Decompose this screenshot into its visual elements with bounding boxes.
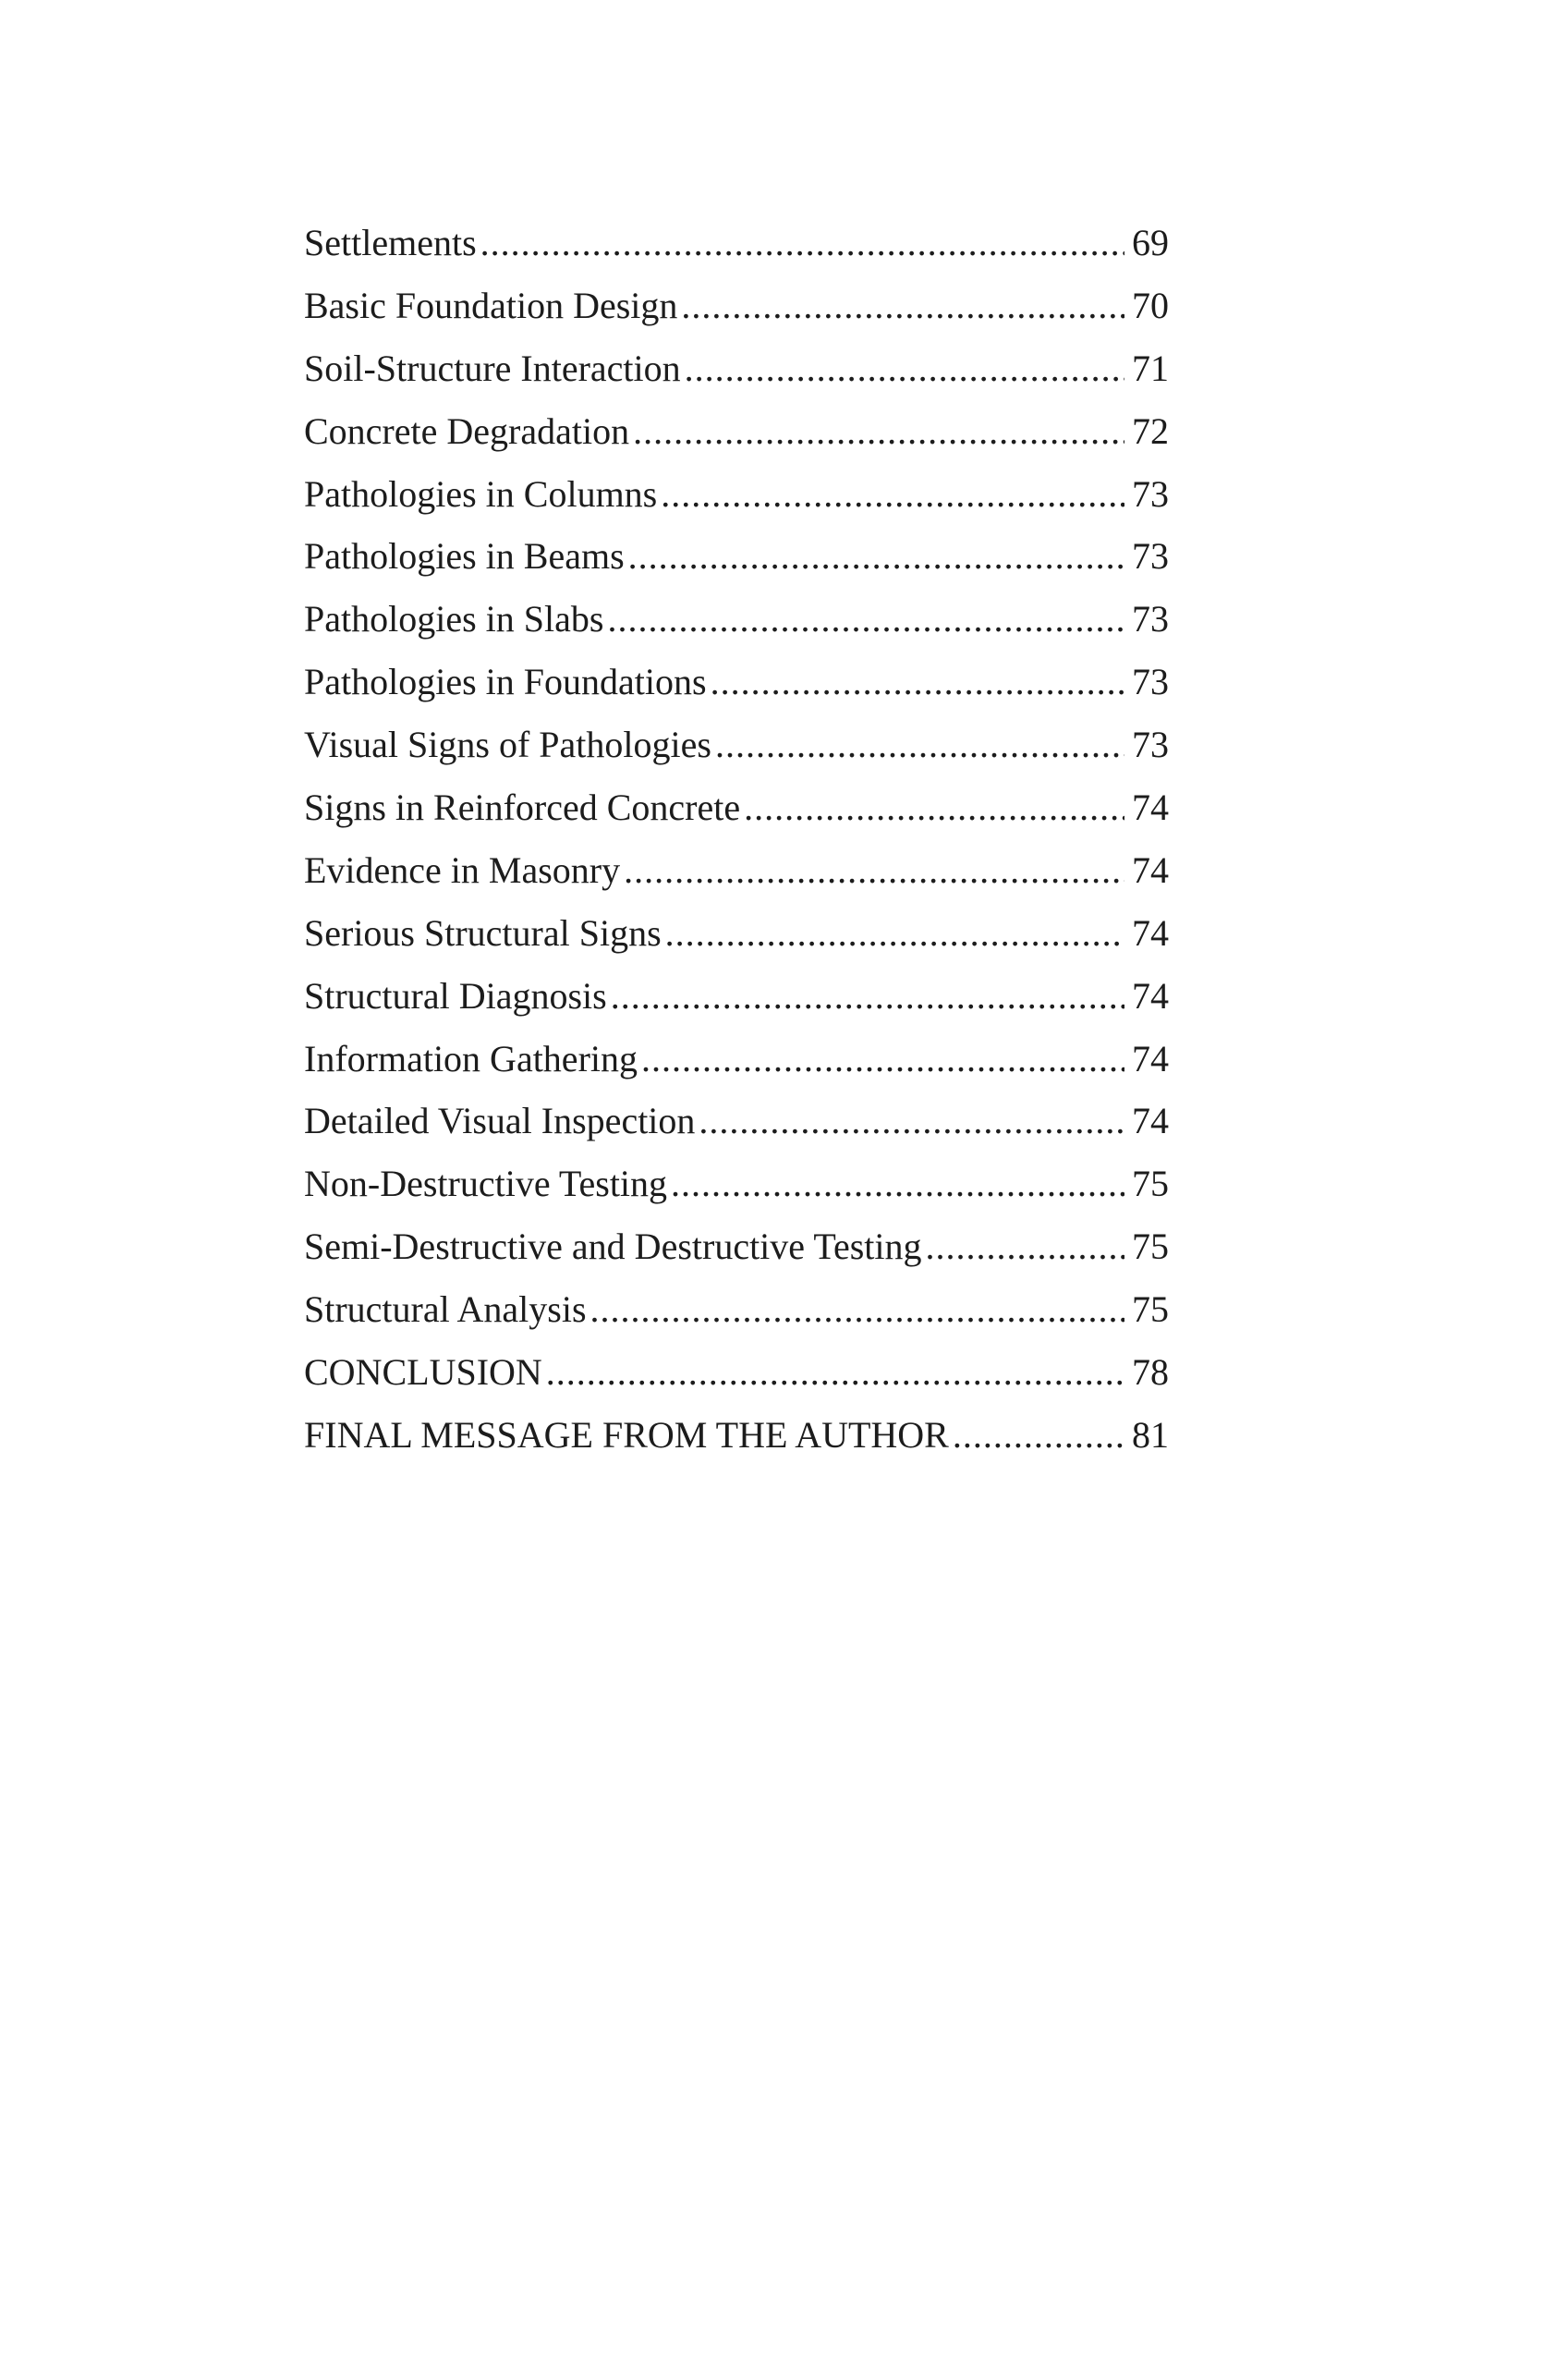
toc-entry-title: Pathologies in Beams xyxy=(304,535,625,578)
toc-entry[interactable] xyxy=(304,598,1169,664)
toc-entry-title: CONCLUSION xyxy=(304,1351,542,1394)
toc-entry-title: Pathologies in Slabs xyxy=(304,598,604,640)
toc-entry-title: FINAL MESSAGE FROM THE AUTHOR xyxy=(304,1413,949,1456)
dot-leader xyxy=(681,287,1124,324)
toc-entry-page-number: 73 xyxy=(1132,535,1169,578)
dot-leader xyxy=(607,601,1124,638)
toc-entry-title: Semi-Destructive and Destructive Testing xyxy=(304,1226,922,1268)
toc-entry[interactable] xyxy=(304,1037,1169,1104)
toc-entry-title: Concrete Degradation xyxy=(304,409,630,452)
dot-leader xyxy=(611,978,1124,1015)
toc-entry[interactable] xyxy=(304,661,1169,726)
toc-entry-page-number: 74 xyxy=(1132,1100,1169,1142)
toc-entry-title: Basic Foundation Design xyxy=(304,284,678,326)
toc-entry[interactable] xyxy=(304,472,1169,539)
dot-leader xyxy=(546,1354,1124,1391)
dot-leader xyxy=(661,476,1124,513)
toc-entry-title: Soil-Structure Interaction xyxy=(304,347,681,389)
toc-entry-page-number: 74 xyxy=(1132,848,1169,891)
dot-leader xyxy=(715,726,1124,763)
toc-entry-title: Structural Analysis xyxy=(304,1288,587,1331)
toc-entry[interactable] xyxy=(304,222,1169,287)
table-of-contents xyxy=(304,222,1169,1480)
toc-entry-title: Pathologies in Columns xyxy=(304,472,658,515)
dot-leader xyxy=(590,1291,1124,1328)
dot-leader xyxy=(711,664,1124,701)
dot-leader xyxy=(926,1228,1124,1265)
toc-entry[interactable] xyxy=(304,1413,1169,1480)
toc-entry-page-number: 75 xyxy=(1132,1226,1169,1268)
toc-entry-title: Signs in Reinforced Concrete xyxy=(304,787,741,829)
toc-entry-page-number: 73 xyxy=(1132,661,1169,703)
toc-entry-title: Information Gathering xyxy=(304,1037,638,1079)
toc-entry-page-number: 74 xyxy=(1132,1037,1169,1079)
dot-leader xyxy=(699,1103,1124,1140)
toc-entry-title: Evidence in Masonry xyxy=(304,848,621,891)
dot-leader xyxy=(628,538,1124,575)
toc-entry[interactable] xyxy=(304,284,1169,350)
toc-entry-title: Visual Signs of Pathologies xyxy=(304,724,711,766)
toc-entry[interactable] xyxy=(304,789,1169,852)
toc-entry-title: Detailed Visual Inspection xyxy=(304,1100,696,1142)
toc-entry-page-number: 71 xyxy=(1132,347,1169,389)
dot-leader xyxy=(953,1417,1124,1454)
toc-entry[interactable] xyxy=(304,911,1169,978)
toc-entry[interactable] xyxy=(304,1351,1169,1417)
toc-entry[interactable] xyxy=(304,409,1169,476)
toc-entry[interactable] xyxy=(304,848,1169,915)
dot-leader xyxy=(641,1041,1124,1078)
toc-entry-title: Structural Diagnosis xyxy=(304,974,607,1017)
toc-entry[interactable] xyxy=(304,1228,1169,1291)
toc-entry-page-number: 73 xyxy=(1132,724,1169,766)
toc-entry-title: Pathologies in Foundations xyxy=(304,661,707,703)
toc-entry[interactable] xyxy=(304,726,1169,789)
toc-entry-page-number: 81 xyxy=(1132,1413,1169,1456)
dot-leader xyxy=(671,1165,1124,1202)
toc-entry-page-number: 74 xyxy=(1132,787,1169,829)
toc-entry-page-number: 74 xyxy=(1132,974,1169,1017)
toc-entry-page-number: 70 xyxy=(1132,284,1169,326)
toc-entry-title: Serious Structural Signs xyxy=(304,911,662,954)
dot-leader xyxy=(624,852,1124,889)
toc-entry-page-number: 69 xyxy=(1132,222,1169,263)
dot-leader xyxy=(633,413,1124,450)
toc-entry-title: Non-Destructive Testing xyxy=(304,1163,668,1205)
toc-entry[interactable] xyxy=(304,1288,1169,1354)
toc-entry-page-number: 78 xyxy=(1132,1351,1169,1394)
dot-leader xyxy=(665,915,1124,952)
dot-leader xyxy=(744,789,1124,826)
toc-entry-page-number: 75 xyxy=(1132,1163,1169,1205)
dot-leader xyxy=(480,225,1124,262)
toc-entry-page-number: 72 xyxy=(1132,409,1169,452)
toc-entry-page-number: 74 xyxy=(1132,911,1169,954)
toc-entry-page-number: 75 xyxy=(1132,1288,1169,1331)
dot-leader xyxy=(685,350,1124,387)
toc-entry-page-number: 73 xyxy=(1132,472,1169,515)
toc-entry-page-number: 73 xyxy=(1132,598,1169,640)
toc-entry[interactable] xyxy=(304,347,1169,413)
toc-entry[interactable] xyxy=(304,974,1169,1041)
toc-entry-title: Settlements xyxy=(304,222,477,263)
toc-entry[interactable] xyxy=(304,1100,1169,1165)
toc-entry[interactable] xyxy=(304,535,1169,601)
toc-entry[interactable] xyxy=(304,1165,1169,1228)
